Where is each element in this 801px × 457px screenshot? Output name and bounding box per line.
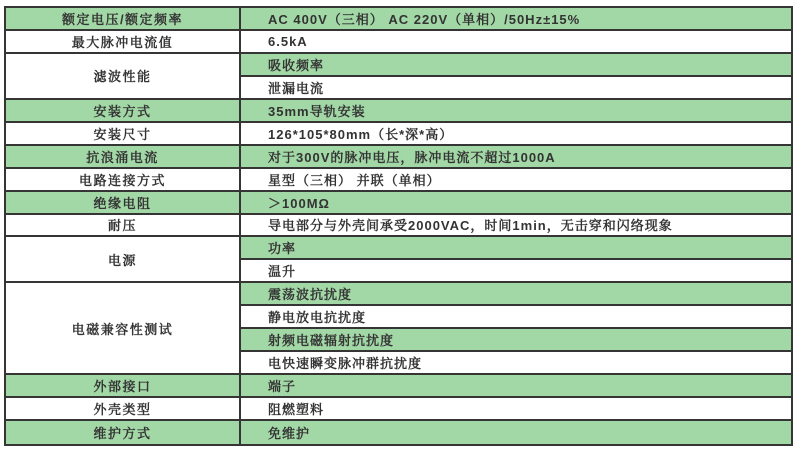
row-label: 安装尺寸	[6, 123, 239, 146]
row-value: 6.5kA	[239, 31, 791, 54]
row-value: 静电放电抗扰度	[239, 306, 791, 329]
row-label: 抗浪涌电流	[6, 146, 239, 169]
row-value: 126*105*80mm（长*深*高）	[239, 123, 791, 146]
row-label: 维护方式	[6, 421, 239, 444]
row-label: 滤波性能	[6, 54, 239, 100]
row-value: 泄漏电流	[239, 77, 791, 100]
row-value: 温升	[239, 260, 791, 283]
row-value: 阻燃塑料	[239, 398, 791, 421]
row-label: 绝缘电阻	[6, 192, 239, 215]
row-value: 35mm导轨安装	[239, 100, 791, 123]
row-value: 功率	[239, 237, 791, 260]
row-value: 电快速瞬变脉冲群抗扰度	[239, 352, 791, 375]
row-value: 免维护	[239, 421, 791, 444]
row-label: 外壳类型	[6, 398, 239, 421]
row-label: 电路连接方式	[6, 169, 239, 192]
row-value: 端子	[239, 375, 791, 398]
row-value: 吸收频率	[239, 54, 791, 77]
row-label: 电源	[6, 237, 239, 283]
row-value: 对于300V的脉冲电压，脉冲电流不超过1000A	[239, 146, 791, 169]
spec-table	[4, 6, 793, 446]
row-label: 耐压	[6, 215, 239, 238]
row-label: 电磁兼容性测试	[6, 283, 239, 375]
row-value: 星型（三相） 并联（单相）	[239, 169, 791, 192]
row-label: 最大脉冲电流值	[6, 31, 239, 54]
row-label: 安装方式	[6, 100, 239, 123]
row-value: 导电部分与外壳间承受2000VAC，时间1min，无击穿和闪络现象	[239, 215, 791, 238]
row-value: 射频电磁辐射抗扰度	[239, 329, 791, 352]
row-label: 额定电压/额定频率	[6, 8, 239, 31]
row-value: 震荡波抗扰度	[239, 283, 791, 306]
row-label: 外部接口	[6, 375, 239, 398]
row-value: ＞100MΩ	[239, 192, 791, 215]
row-value: AC 400V（三相） AC 220V（单相）/50Hz±15%	[239, 8, 791, 31]
